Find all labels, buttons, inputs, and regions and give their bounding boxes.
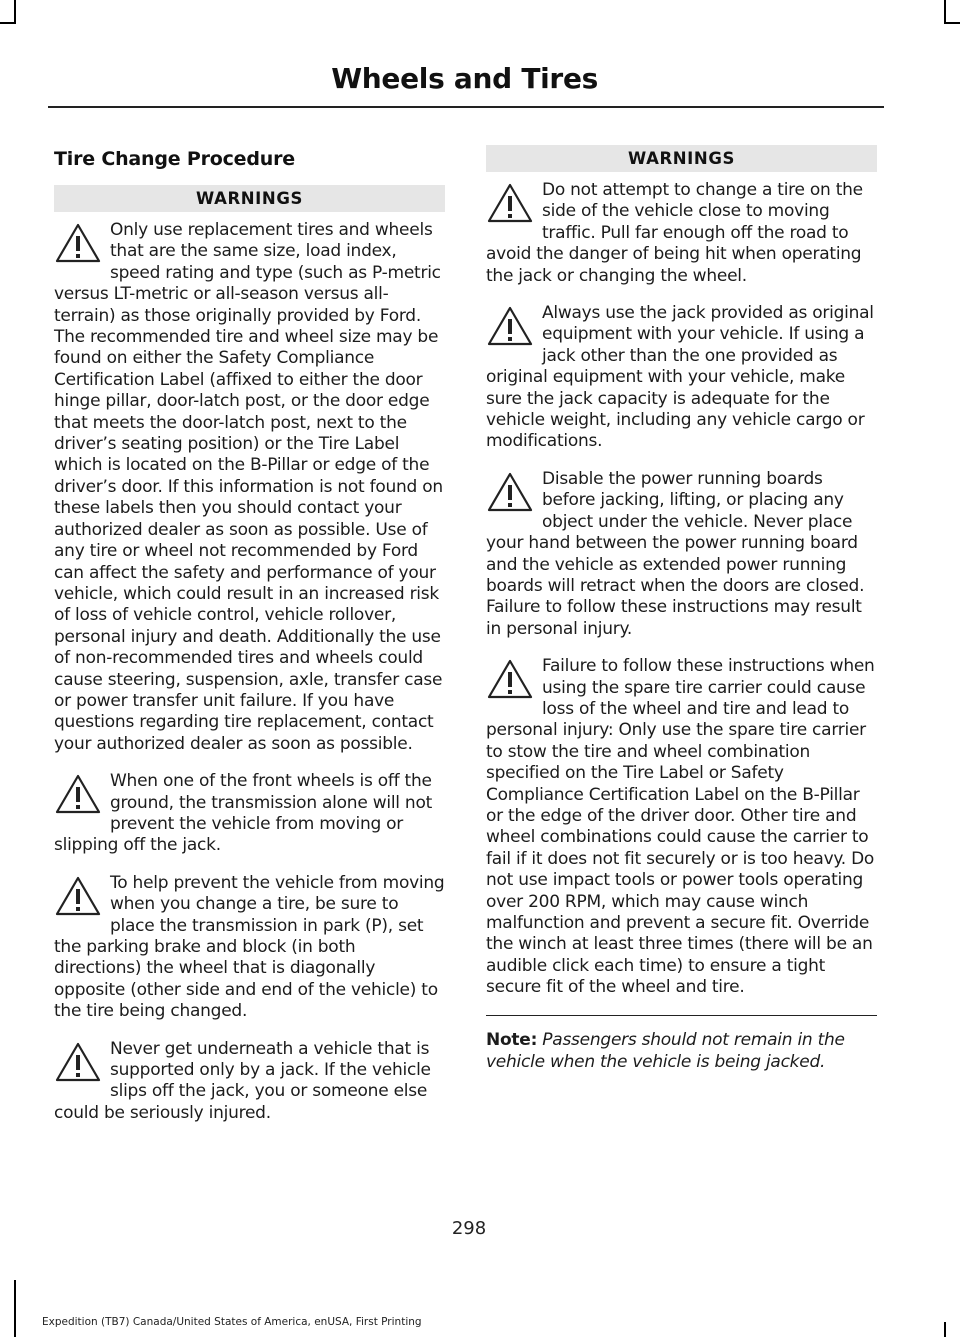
note-text: Passengers should not remain in the vehicle when the vehicle is being jacked. [486,1030,845,1072]
page-number: 298 [451,1218,487,1239]
warning-text: Never get underneath a vehicle that is supported only by a jack. If the vehicle slips off the jack, you or someone else could be seriously injured. [54,1038,431,1123]
warning-text: Only use replacement tires and wheels that are the same size, load index, speed rating and type (such as P-metric versus LT-metric or all-season versus all-terrain) as those originally provided by Ford. The recommended tire and wheel size may be found on either the Safety Compliance Certification Label (affixed to either the door hinge pillar, door-latch post, or the door edge that meets the door-latch post, next to the driver’s seating position) or the Tire Label which is located on the B-Pillar or edge of the driver’s door. If this information is not found on these labels then you should contact your authorized dealer as soon as possible. Use of any tire or wheel not recommended by Ford can affect the safety and performance of your vehicle, which could result in an increased risk of loss of vehicle control, vehicle rollover, personal injury and death. Additionally the use of non-recommended tires and wheels could cause steering, suspension, axle, transfer case or power transfer unit failure. If you have questions regarding tire replacement, contact your authorized dealer as soon as possible. [54,220,443,754]
warning-item [54,220,445,755]
warning-item [54,873,445,1023]
crop-mark [944,1322,946,1337]
crop-mark [944,22,960,24]
crop-mark [944,0,946,22]
warning-triangle-icon [486,303,536,351]
footer-edition: Expedition (TB7) Canada/United States of America, enUSA, First Printing [42,1316,422,1328]
warning-triangle-icon [54,771,104,819]
warnings-header: WARNINGS [486,145,877,172]
warning-item [486,303,877,453]
warning-triangle-icon [486,180,536,228]
crop-mark [0,22,16,24]
warning-triangle-icon [54,873,104,921]
warnings-end-divider [486,1015,877,1017]
warning-text: Do not attempt to change a tire on the side of the vehicle close to moving traffic. Pull far enough off the road to avoid the danger of being hit when operating the jack or changing the wheel. [486,180,863,286]
crop-mark [14,1280,16,1337]
right-column [486,145,877,1073]
warning-item [486,180,877,287]
warning-item [486,469,877,640]
warning-text: Always use the jack provided as original equipment with your vehicle. If using a jack other than the one provided as original equipment with your vehicle, make sure the jack capacity is adequate for the vehicle weight, including any vehicle cargo or modifications. [486,303,874,452]
warning-triangle-icon [486,469,536,517]
warning-item [486,656,877,999]
warning-item [54,771,445,857]
warning-triangle-icon [54,1039,104,1087]
note-label: Note: [486,1030,538,1051]
warning-triangle-icon [54,220,104,268]
warning-text: When one of the front wheels is off the ground, the transmission alone will not prevent the vehicle from moving or slipping off the jack. [54,771,433,856]
left-column [54,145,445,1140]
note [486,1030,877,1073]
warning-text: To help prevent the vehicle from moving when you change a tire, be sure to place the transmission in park (P), set the parking brake and block (in both directions) the wheel that is diagonally opposite (other side and end of the vehicle) to the tire being changed. [54,872,445,1022]
warning-text: Failure to follow these instructions when using the spare tire carrier could cause loss of the wheel and tire and lead to personal injury: Only use the spare tire carrier to stow the tire and wheel combination specified on the Tire Label or Safety Compliance Certification Label on the B-Pillar or the edge of the driver door. Other tire and wheel combinations could cause the carrier to fail if it does not fit securely or is too heavy. Do not use impact tools or power tools operating over 200 RPM, which may cause winch malfunction and prevent a secure fit. Override the winch at least three times (there will be an audible click each time) to ensure a tight secure fit of the wheel and tire. [486,656,875,998]
warning-item [54,1039,445,1125]
page-title: Wheels and Tires [331,62,598,95]
warning-text: Disable the power running boards before jacking, lifting, or placing any object under the vehicle. Never place your hand between the power running board and the vehicle as extended power running boards will retract when the doors are closed. Failure to follow these instructions may result in personal injury. [486,468,865,639]
warning-triangle-icon [486,656,536,704]
header-divider [48,106,884,108]
warnings-header: WARNINGS [54,185,445,212]
section-heading: Tire Change Procedure [54,148,295,170]
crop-mark [14,0,16,22]
